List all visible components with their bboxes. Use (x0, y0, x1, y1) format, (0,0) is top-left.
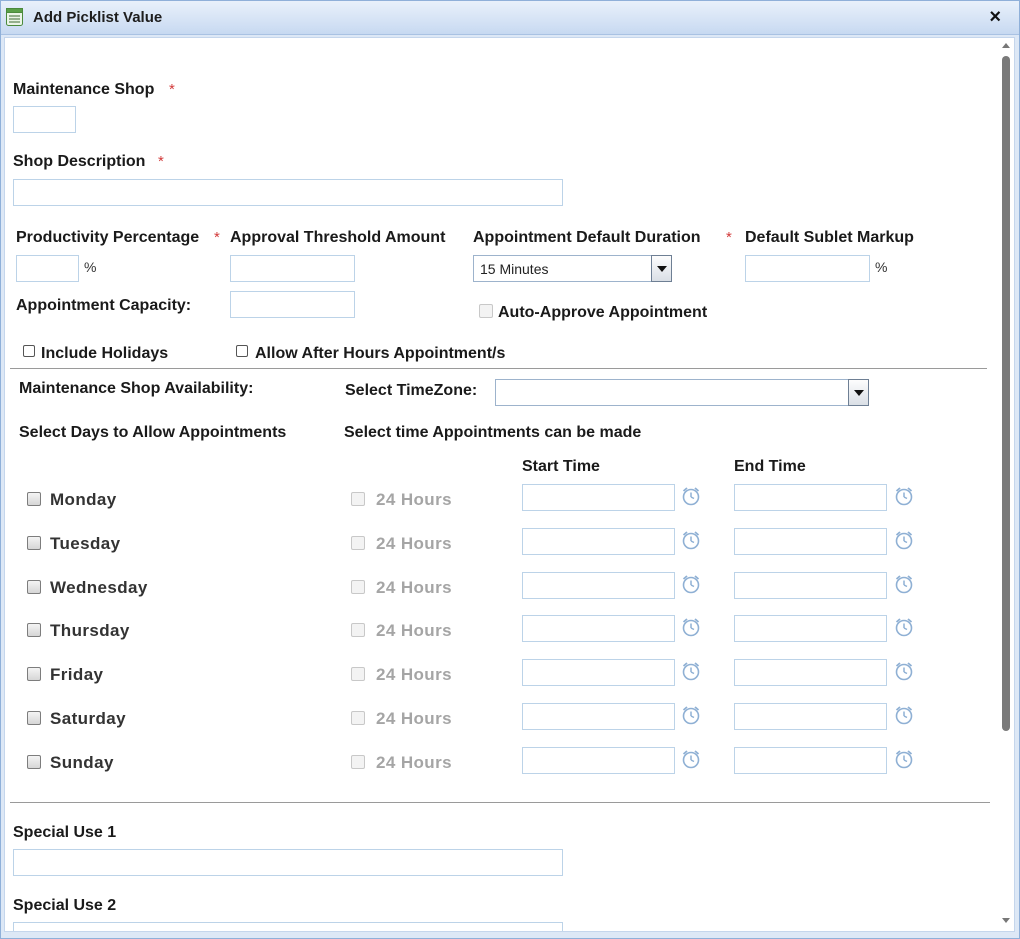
clock-icon[interactable] (893, 529, 915, 551)
appointment-duration-value: 15 Minutes (480, 261, 549, 277)
day-checkbox[interactable] (27, 711, 41, 725)
end-time-header: End Time (734, 458, 806, 475)
24-hours-label: 24 Hours (376, 709, 452, 728)
special-use-2-input[interactable] (13, 922, 563, 932)
title-bar[interactable] (1, 1, 1019, 35)
day-label: Wednesday (50, 578, 148, 597)
section-divider (10, 802, 990, 803)
close-icon[interactable]: × (989, 6, 1001, 28)
day-checkbox[interactable] (27, 580, 41, 594)
default-sublet-markup-label: Default Sublet Markup (745, 229, 914, 246)
scroll-up-icon[interactable] (1002, 43, 1010, 48)
special-use-1-label: Special Use 1 (13, 824, 117, 841)
list-form-icon (6, 8, 23, 26)
allow-after-hours-checkbox[interactable] (236, 345, 248, 357)
vertical-scrollbar[interactable] (999, 38, 1013, 931)
24-hours-label: 24 Hours (376, 490, 452, 509)
appointment-duration-select[interactable] (473, 255, 672, 282)
approval-threshold-label: Approval Threshold Amount (230, 229, 446, 246)
start-time-input[interactable] (522, 528, 675, 555)
timezone-select[interactable] (495, 379, 869, 406)
day-checkbox[interactable] (27, 492, 41, 506)
chevron-down-icon[interactable] (651, 255, 672, 282)
section-divider (10, 368, 987, 369)
day-label: Saturday (50, 709, 126, 728)
start-time-input[interactable] (522, 484, 675, 511)
day-checkbox[interactable] (27, 536, 41, 550)
special-use-1-input[interactable] (13, 849, 563, 876)
day-label: Tuesday (50, 534, 121, 553)
24-hours-label: 24 Hours (376, 753, 452, 772)
maintenance-shop-label: Maintenance Shop (13, 81, 155, 98)
clock-icon[interactable] (893, 660, 915, 682)
include-holidays-label: Include Holidays (41, 345, 169, 362)
24-hours-checkbox[interactable] (351, 536, 365, 550)
start-time-header: Start Time (522, 458, 600, 475)
days-header: Select Days to Allow Appointments (19, 424, 287, 441)
day-checkbox[interactable] (27, 667, 41, 681)
24-hours-label: 24 Hours (376, 665, 452, 684)
end-time-input[interactable] (734, 572, 887, 599)
clock-icon[interactable] (680, 704, 702, 726)
end-time-input[interactable] (734, 747, 887, 774)
include-holidays-checkbox[interactable] (23, 345, 35, 357)
shop-description-label: Shop Description (13, 153, 146, 170)
shop-description-input[interactable] (13, 179, 563, 206)
maintenance-shop-input[interactable] (13, 106, 76, 133)
start-time-input[interactable] (522, 659, 675, 686)
day-label: Sunday (50, 753, 114, 772)
24-hours-label: 24 Hours (376, 578, 452, 597)
end-time-input[interactable] (734, 484, 887, 511)
end-time-input[interactable] (734, 528, 887, 555)
clock-icon[interactable] (893, 616, 915, 638)
24-hours-checkbox[interactable] (351, 580, 365, 594)
productivity-percentage-label: Productivity Percentage (16, 229, 200, 246)
appointment-capacity-label: Appointment Capacity: (16, 297, 192, 314)
dialog-title: Add Picklist Value (33, 9, 163, 26)
approval-threshold-input[interactable] (230, 255, 355, 282)
day-label: Monday (50, 490, 117, 509)
24-hours-checkbox[interactable] (351, 623, 365, 637)
auto-approve-checkbox[interactable] (479, 304, 493, 318)
end-time-input[interactable] (734, 615, 887, 642)
timezone-label: Select TimeZone: (345, 382, 478, 399)
appointment-capacity-input[interactable] (230, 291, 355, 318)
dialog-content (4, 37, 1015, 932)
auto-approve-label: Auto-Approve Appointment (498, 304, 708, 321)
time-header: Select time Appointments can be made (344, 424, 642, 441)
chevron-down-icon[interactable] (848, 379, 869, 406)
required-marker: * (169, 81, 175, 98)
clock-icon[interactable] (893, 485, 915, 507)
24-hours-checkbox[interactable] (351, 711, 365, 725)
clock-icon[interactable] (680, 748, 702, 770)
clock-icon[interactable] (680, 660, 702, 682)
scrollbar-thumb[interactable] (1002, 56, 1010, 731)
clock-icon[interactable] (680, 616, 702, 638)
24-hours-checkbox[interactable] (351, 492, 365, 506)
availability-label: Maintenance Shop Availability: (19, 380, 254, 397)
day-label: Friday (50, 665, 104, 684)
24-hours-label: 24 Hours (376, 534, 452, 553)
day-checkbox[interactable] (27, 755, 41, 769)
clock-icon[interactable] (893, 748, 915, 770)
special-use-2-label: Special Use 2 (13, 897, 117, 914)
clock-icon[interactable] (893, 573, 915, 595)
start-time-input[interactable] (522, 572, 675, 599)
clock-icon[interactable] (680, 573, 702, 595)
start-time-input[interactable] (522, 615, 675, 642)
end-time-input[interactable] (734, 659, 887, 686)
appointment-default-duration-label: Appointment Default Duration (473, 229, 701, 246)
productivity-percentage-input[interactable] (16, 255, 79, 282)
percent-unit: % (84, 259, 97, 275)
24-hours-checkbox[interactable] (351, 755, 365, 769)
start-time-input[interactable] (522, 747, 675, 774)
start-time-input[interactable] (522, 703, 675, 730)
end-time-input[interactable] (734, 703, 887, 730)
clock-icon[interactable] (680, 485, 702, 507)
scroll-down-icon[interactable] (1002, 918, 1010, 923)
default-sublet-markup-input[interactable] (745, 255, 870, 282)
day-checkbox[interactable] (27, 623, 41, 637)
24-hours-checkbox[interactable] (351, 667, 365, 681)
required-marker: * (214, 229, 220, 246)
required-marker: * (158, 153, 164, 170)
clock-icon[interactable] (893, 704, 915, 726)
24-hours-label: 24 Hours (376, 621, 452, 640)
clock-icon[interactable] (680, 529, 702, 551)
day-label: Thursday (50, 621, 130, 640)
required-marker: * (726, 229, 732, 246)
percent-unit: % (875, 259, 888, 275)
allow-after-hours-label: Allow After Hours Appointment/s (255, 345, 506, 362)
